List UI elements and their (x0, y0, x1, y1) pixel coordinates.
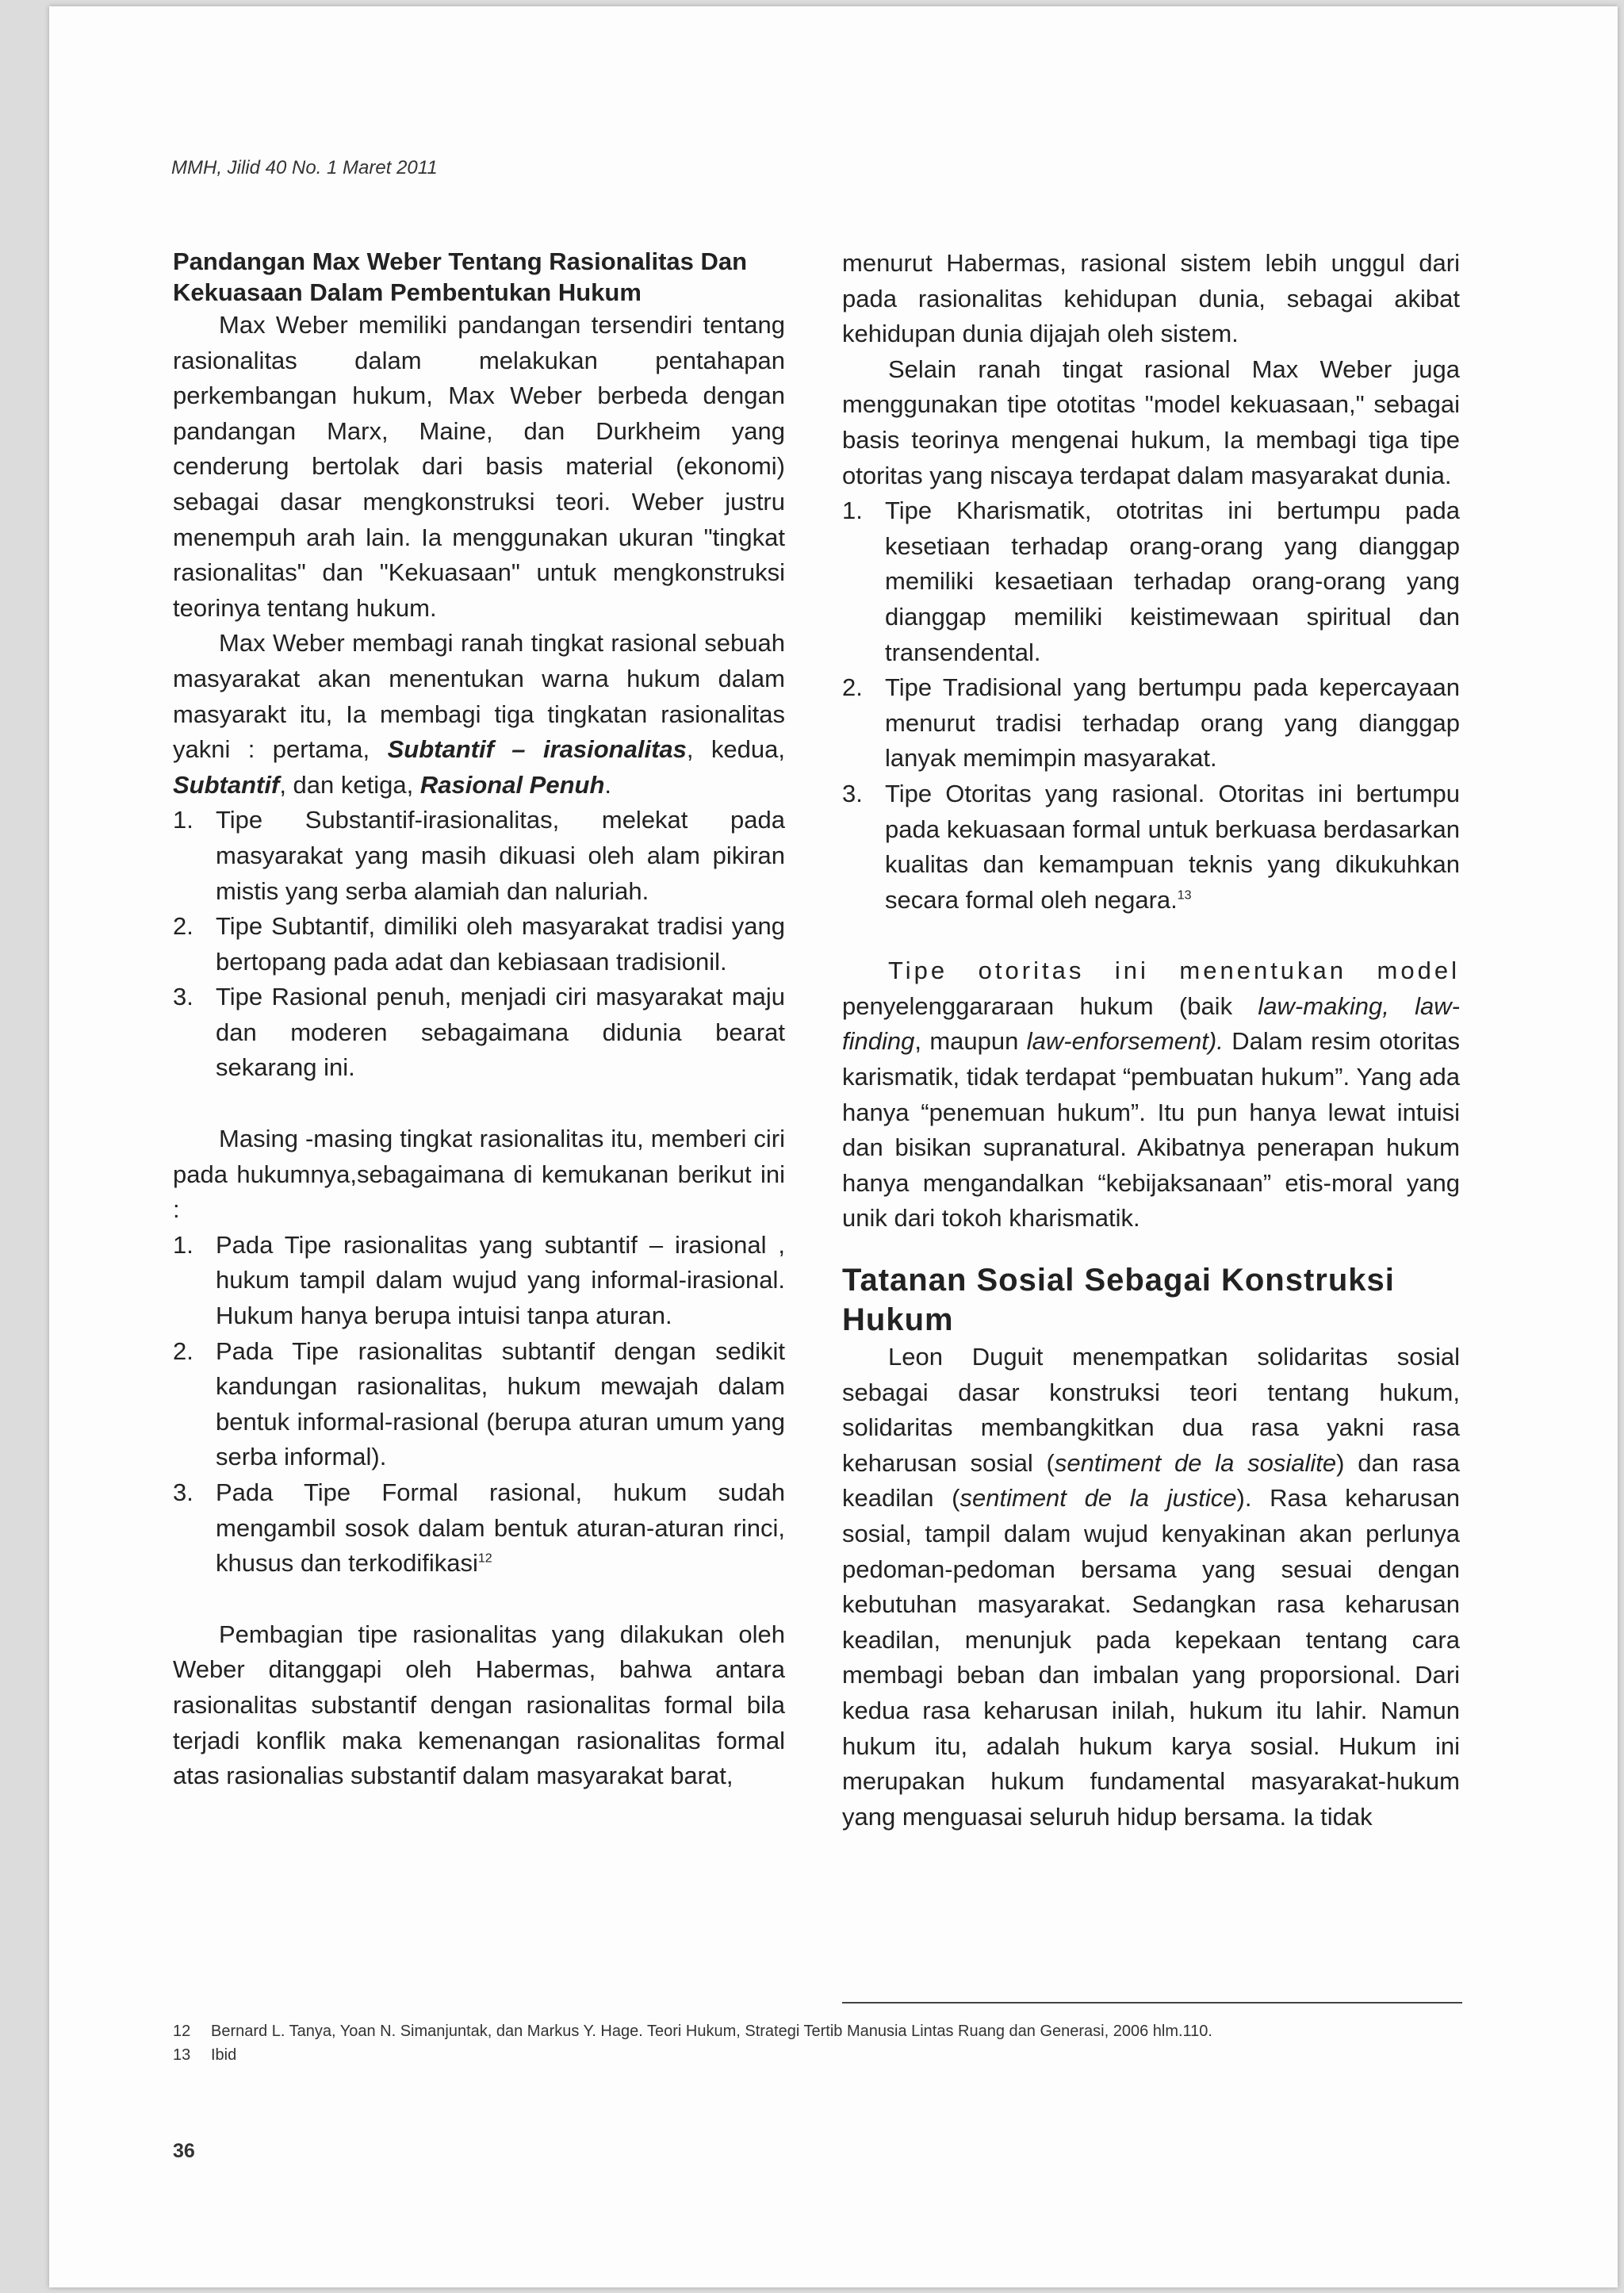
footnote (173, 2043, 1473, 2067)
running-head: MMH, Jilid 40 No. 1 Maret 2011 (171, 157, 438, 178)
list-item (173, 1228, 785, 1334)
list-item (173, 1475, 785, 1582)
footnote-ref[interactable]: 12 (477, 1551, 492, 1566)
right-column (842, 246, 1460, 1835)
list-number: 2. (173, 912, 193, 941)
paragraph: Masing -masing tingkat rasionalitas itu, memberi ciri pada hukumnya,sebagaimana di kemukanan berikut ini : (173, 1125, 785, 1224)
emphasis: Rasional Penuh (419, 770, 605, 799)
authority-types-list (842, 493, 1460, 918)
paragraph (842, 1340, 1460, 1835)
footnote-ref[interactable]: 13 (1177, 888, 1192, 903)
footnotes (173, 2019, 1473, 2067)
emphasis: law-making, law-finding (842, 991, 1460, 1056)
emphasis: Subtantif (173, 770, 280, 799)
list-item (842, 670, 1460, 776)
list-text: Tipe Otoritas yang rasional. Otoritas ini bertumpu pada kekuasaan formal untuk berkuasa berdasarkan kualitas dan kemampuan teknis yang dikukuhkan secara formal oleh negara. (885, 779, 1460, 914)
page-number: 36 (173, 2140, 195, 2162)
list-number: 2. (842, 673, 863, 702)
rationality-types-list (173, 803, 785, 1086)
paragraph: Pembagian tipe rasionalitas yang dilakukan oleh Weber ditanggapi oleh Habermas, bahwa antara rasionalitas substantif dengan rasionalitas formal bila terjadi konflik maka kemenangan rasionalitas formal atas rasionalias substantif dalam masyarakat barat, (173, 1620, 785, 1790)
list-text: Pada Tipe rasionalitas subtantif dengan sedikit kandungan rasionalitas, hukum mewajah dalam bentuk informal-rasional (berupa aturan umum yang serba informal). (216, 1336, 785, 1471)
footnote-number: 12 (173, 2023, 191, 2040)
paragraph (842, 953, 1460, 1237)
paragraph: menurut Habermas, rasional sistem lebih unggul dari pada rasionalitas kehidupan dunia, sebagai akibat kehidupan dunia dijajah oleh sistem. (842, 249, 1460, 348)
text-span: Max Weber membagi ranah tingkat rasional sebuah masyarakat akan menentukan warna hukum dalam masyarakt itu, Ia membagi tiga tingkatan rasionalitas yakni : pertama, (173, 629, 785, 764)
list-number: 1. (842, 497, 863, 525)
left-column (173, 246, 785, 1794)
text-span: Leon Duguit menempatkan solidaritas sosial sebagai dasar konstruksi teori tentang hukum, solidaritas membangkitkan dua rasa yakni rasa keharusan sosial ( (842, 1343, 1460, 1477)
list-number: 3. (173, 983, 193, 1011)
footnote-divider (842, 2002, 1462, 2003)
paragraph: Max Weber memiliki pandangan tersendiri tentang rasionalitas dalam melakukan pentahapan perkembangan hukum, Max Weber berbeda dengan pandangan Marx, Maine, dan Durkheim yang cenderung bertolak dari basis material (ekonomi) sebagai dasar mengkonstruksi teori. Weber justru menempuh arah lain. Ia menggunakan ukuran "tingkat rasionalitas" dan "Kekuasaan" untuk mengkonstruksi teorinya tentang hukum. (173, 311, 785, 622)
list-text: Pada Tipe rasionalitas yang subtantif – irasional , hukum tampil dalam wujud yang informal-irasional. Hukum hanya berupa intuisi tanpa aturan. (216, 1230, 785, 1330)
list-item (173, 909, 785, 980)
paragraph: Selain ranah tingat rasional Max Weber juga menggunakan tipe ototitas "model kekuasaan," sebagai basis teorinya mengenai hukum, Ia membagi tiga tipe otoritas yang niscaya terdapat dalam masyarakat dunia. (842, 355, 1460, 489)
list-text: Tipe Tradisional yang bertumpu pada kepercayaan menurut tradisi terhadap orang yang dianggap lanyak memimpin masyarakat. (885, 673, 1460, 773)
paragraph (173, 626, 785, 803)
footnote-number: 13 (173, 2046, 191, 2064)
list-number: 3. (173, 1478, 193, 1506)
list-text: Tipe Subtantif, dimiliki oleh masyarakat tradisi yang bertopang pada adat dan kebiasaan tradisionil. (216, 912, 785, 976)
footnote-text: Bernard L. Tanya, Yoan N. Simanjuntak, dan Markus Y. Hage. Teori Hukum, Strategi Tertib Manusia Lintas Ruang dan Generasi, 2006 hlm.110. (211, 2023, 1212, 2040)
list-text: Tipe Rasional penuh, menjadi ciri masyarakat maju dan moderen sebagaimana didunia bearat sekarang ini. (216, 983, 785, 1082)
list-item (173, 980, 785, 1086)
footnote-text: Ibid (211, 2046, 237, 2064)
list-text: Tipe Substantif-irasionalitas, melekat pada masyarakat yang masih dikuasi oleh alam pikiran mistis yang serba alamiah dan naluriah. (216, 806, 785, 905)
footnote (173, 2019, 1473, 2043)
emphasis: law-enforsement). (1026, 1027, 1224, 1056)
emphasis: Subtantif – irasionalitas (387, 735, 687, 764)
text-span: . (604, 770, 612, 799)
list-number: 2. (173, 1336, 193, 1365)
text-span: Dalam resim otoritas karismatik, tidak terdapat “pembuatan hukum”. Yang ada hanya “penemuan hukum”. Itu pun hanya lewat intuisi dan bisikan supranatural. Akibatnya penerapan hukum hanya mengandalkan “kebijaksanaan” etis-moral yang unik dari tokoh kharismatik. (842, 1027, 1460, 1233)
list-number: 1. (173, 806, 193, 834)
emphasis: sentiment de la sosialite (1054, 1448, 1337, 1477)
text-span: ). Rasa keharusan sosial, tampil dalam wujud kenyakinan akan perlunya pedoman-pedoman bersama yang sesuai dengan kebutuhan masyarakat. Sedangkan rasa keharusan keadilan, menunjuk pada kepekaan tentang cara membagi beban dan imbalan yang proporsional. Dari kedua rasa keharusan inilah, hukum itu lahir. Namun hukum itu, adalah hukum karya sosial. Hukum ini merupakan hukum fundamental masyarakat-hukum yang menguasai seluruh hidup bersama. Ia tidak (842, 1484, 1460, 1831)
list-item (842, 493, 1460, 670)
text-span: , dan ketiga, (279, 770, 414, 799)
emphasis: sentiment de la justice (959, 1484, 1237, 1513)
list-text: Pada Tipe Formal rasional, hukum sudah mengambil sosok dalam bentuk aturan-aturan rinci, khusus dan terkodifikasi (216, 1478, 785, 1578)
text-span: ) dan rasa keadilan ( (842, 1448, 1461, 1513)
list-item (173, 803, 785, 909)
text-span: , maupun (914, 1027, 1019, 1056)
text-span: Tipe otoritas ini menentukan model (888, 957, 1460, 985)
section-heading-tatanan: Tatanan Sosial Sebagai Konstruksi Hukum (842, 1263, 1395, 1338)
list-number: 3. (842, 779, 863, 807)
list-item (173, 1334, 785, 1475)
text-span: penyelenggararaan hukum (baik (842, 991, 1233, 1020)
section-heading-weber: Pandangan Max Weber Tentang Rasionalitas Dan Kekuasaan Dalam Pembentukan Hukum (173, 247, 748, 306)
list-item (842, 776, 1460, 918)
list-text: Tipe Kharismatik, ototritas ini bertumpu pada kesetiaan terhadap orang-orang yang dianggap memiliki kesaetiaan terhadap orang-orang yang dianggap memiliki keistimewaan spiritual dan transendental. (885, 497, 1460, 666)
law-characteristics-list (173, 1228, 785, 1582)
text-span: , kedua, (686, 735, 785, 764)
list-number: 1. (173, 1230, 193, 1259)
